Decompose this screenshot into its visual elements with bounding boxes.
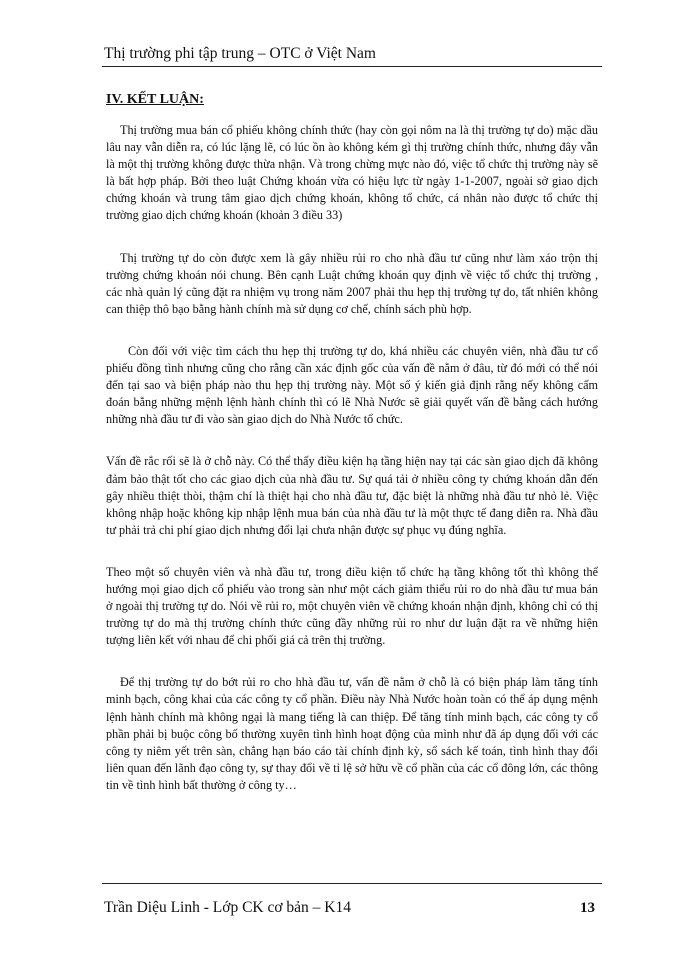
footer-author: Trần Diệu Linh - Lớp CK cơ bản – K14 (104, 899, 352, 916)
paragraph: Để thị trường tự do bớt rủi ro cho hhà đầu tư, vấn đề nằm ở chỗ là có biện pháp làm tăng tính minh bạch, công khai của các công ty cổ phần. Điều này Nhà Nước hoàn toàn có thể áp dụng mệnh lệnh hành chính mà không ngại là mang tiếng là can thiệp. Để tăng tính minh bạch, các công ty cổ phần phải bị buộc công bố thường xuyên tình hình hoạt động của mình như đã áp dụng đối với các công ty niêm yết trên sàn, chẳng hạn báo cáo tài chính định kỳ, sổ sách kế toán, tình hình thay đổi liên quan đến lãnh đạo công ty, sự thay đổi về tỉ lệ sở hữu về cổ phần của các cổ đông lớn, các thông tin về tình hình bất thường ở công ty… (106, 675, 598, 792)
paragraph: Thị trường tự do còn được xem là gây nhiều rủi ro cho nhà đầu tư cũng như làm xáo trộn thị trường chứng khoán nói chung. Bên cạnh Luật chứng khoán quy định về việc tổ chức thị trường , các nhà quản lý cũng đặt ra nhiệm vụ trong năm 2007 phải thu hẹp thị trường tự do, tất nhiên không can thiệp thô bạo bằng hành chính mà sử dụng cơ chế, chính sách phù hợp. (106, 250, 598, 316)
header-divider (102, 66, 602, 67)
page-number: 13 (580, 900, 595, 916)
footer-divider (102, 883, 602, 884)
document-body (106, 122, 598, 819)
section-title: IV. KẾT LUẬN: (106, 92, 204, 107)
paragraph: Vấn đề rắc rối sẽ là ở chỗ này. Có thể thấy điều kiện hạ tầng hiện nay tại các sàn giao dịch đã không đảm bảo thật tốt cho các giao dịch của nhà đầu tư. Sự quá tải ở nhiều công ty chứng khoán dẫn đến gây nhiều thiệt thòi, thậm chí là thiệt hại cho nhà đầu tư, đặc biệt là những nhà đầu tư nhỏ lẻ. Việc không nhập hoặc không kịp nhập lệnh mua bán của nhà đầu tư là một thực tế đang diễn ra. Nhà đầu tư phải trả chi phí giao dịch nhưng đổi lại chưa nhận được sự phục vụ đúng nghĩa. (106, 454, 598, 537)
page-header-title: Thị trường phi tập trung – OTC ở Việt Nam (104, 45, 376, 62)
paragraph: Thị trường mua bán cổ phiếu không chính thức (hay còn gọi nôm na là thị trường tự do) mặc dầu lâu nay vẫn diễn ra, có lúc lặng lẽ, có lúc ồn ào không kém gì thị trường chính thức, nhưng đây vẫn là một thị trường không được thừa nhận. Và trong chừng mực nào đó, việc tổ chức thị trường này sẽ là bất hợp pháp. Bởi theo luật Chứng khoán vừa có hiệu lực từ ngày 1-1-2007, ngoài sở giao dịch chứng khoán và trung tâm giao dịch chứng khoán, không tổ chức, cá nhân nào được tổ chức thị trường giao dịch chứng khoán (khoản 3 điều 33) (106, 123, 598, 223)
paragraph: Còn đối với việc tìm cách thu hẹp thị trường tự do, khá nhiều các chuyên viên, nhà đầu tư cổ phiếu đồng tình nhưng cũng cho rằng cần xác định gốc của vấn đề nằm ở đâu, từ đó mới có thể nói đến tại sao và biện pháp nào thu hẹp thị trường này. Một số ý kiến giả định rằng nếy không cấm đoán bằng những mệnh lệnh hành chính thì có lẽ Nhà Nước sẽ giải quyết vấn đề bằng cách hướng những nhà đầu tư đi vào sàn giao dịch do Nhà Nước tổ chức. (106, 343, 598, 427)
paragraph: Theo một số chuyên viên và nhà đầu tư, trong điều kiện tổ chức hạ tầng không tốt thì không thể hướng mọi giao dịch cổ phiếu vào trong sàn như một cách giảm thiểu rủi ro do nhà đầu tư mua bán ở ngoài thị trường tự do. Nói về rủi ro, một chuyên viên về chứng khoán nhận định, không chỉ có thị trường tự do mà thị trường chính thức cũng đầy những rủi ro như dư luận đặt ra về những hiện tượng liên kết với nhau để chi phối giá cả trên thị trường. (106, 564, 598, 648)
